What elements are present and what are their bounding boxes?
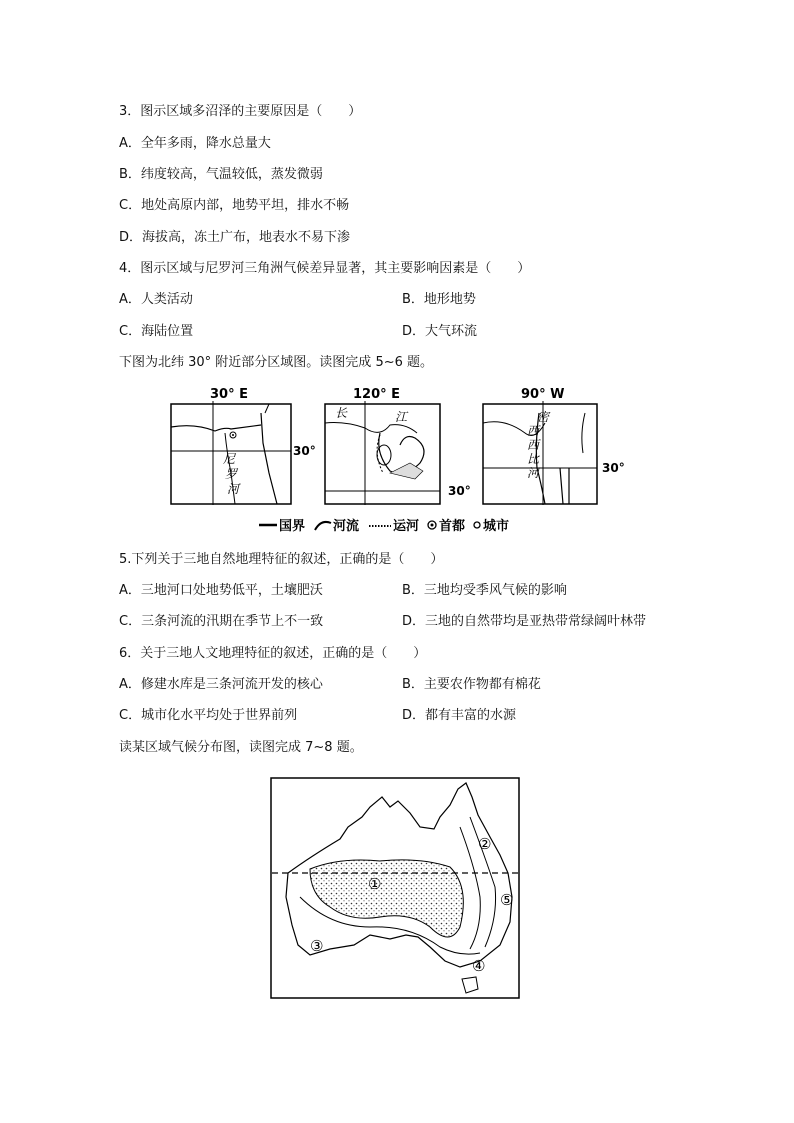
q5-option-d: D．三地的自然带均是亚热带常绿阔叶林带 <box>402 614 647 629</box>
region-4-label: ④ <box>472 957 486 975</box>
q3-option-d: D．海拔高，冻土广布，地表水不易下渗 <box>119 230 351 245</box>
mississippi-char-4: 比 <box>527 452 540 466</box>
q6-option-d: D．都有丰富的水源 <box>402 708 517 723</box>
q3-option-a: A．全年多雨，降水总量大 <box>119 136 271 151</box>
q3-option-c: C．地处高原内部，地势平坦，排水不畅 <box>119 198 350 213</box>
region-2-label: ② <box>478 835 492 853</box>
panel2-longitude: 120° E <box>353 387 401 402</box>
region-1-label: ① <box>368 875 382 893</box>
nile-char-3: 河 <box>227 482 240 496</box>
intro-7-8: 读某区域气候分布图，读图完成 7~8 题。 <box>119 740 363 755</box>
map-panel-mississippi <box>483 387 625 505</box>
region-5-label: ⑤ <box>500 891 514 909</box>
legend-canal: 运河 <box>393 519 420 534</box>
map-panel-yangtze <box>325 387 471 505</box>
mississippi-char-1: 密 <box>537 410 550 424</box>
q4-option-c: C．海陆位置 <box>119 324 194 339</box>
q3-stem: 3．图示区域多沼泽的主要原因是（ ） <box>119 104 362 119</box>
q5-option-b: B．三地均受季风气候的影响 <box>402 583 567 598</box>
q5-option-c: C．三条河流的汛期在季节上不一致 <box>119 614 324 629</box>
three-regions-map <box>165 383 645 538</box>
yangtze-char-2: 江 <box>395 410 408 424</box>
panel3-latitude: 30° <box>602 461 625 475</box>
q5-option-a: A．三地河口处地势低平，土壤肥沃 <box>119 583 323 598</box>
panel2-latitude: 30° <box>448 484 471 498</box>
q6-option-b: B．主要农作物都有棉花 <box>402 677 541 692</box>
mississippi-char-5: 河 <box>527 466 540 480</box>
intro-5-6: 下图为北纬 30° 附近部分区域图。读图完成 5~6 题。 <box>119 355 434 370</box>
q4-option-a: A．人类活动 <box>119 292 193 307</box>
mississippi-char-3: 西 <box>527 438 540 452</box>
q4-option-d: D．大气环流 <box>402 324 478 339</box>
panel1-latitude: 30° <box>293 444 316 458</box>
mississippi-char-2: 西 <box>527 424 540 438</box>
q6-option-c: C．城市化水平均处于世界前列 <box>119 708 298 723</box>
q4-option-b: B．地形地势 <box>402 292 476 307</box>
legend-city: 城市 <box>483 519 510 534</box>
australia-climate-map <box>270 777 522 1001</box>
legend-border: 国界 <box>279 519 306 534</box>
nile-char-2: 罗 <box>225 467 238 481</box>
q4-stem: 4．图示区域与尼罗河三角洲气候差异显著，其主要影响因素是（ ） <box>119 261 531 276</box>
q6-stem: 6．关于三地人文地理特征的叙述，正确的是（ ） <box>119 646 427 661</box>
legend-river: 河流 <box>333 519 360 534</box>
panel1-longitude: 30° E <box>210 387 248 402</box>
nile-char-1: 尼 <box>223 452 236 466</box>
map-panel-nile <box>171 387 316 505</box>
legend-capital: 首都 <box>439 519 466 534</box>
map-legend <box>259 518 509 534</box>
region-3-label: ③ <box>310 937 324 955</box>
yangtze-char-1: 长 <box>335 406 348 420</box>
q6-option-a: A．修建水库是三条河流开发的核心 <box>119 677 323 692</box>
q3-option-b: B．纬度较高，气温较低，蒸发微弱 <box>119 167 323 182</box>
q5-stem: 5.下列关于三地自然地理特征的叙述，正确的是（ ） <box>119 552 444 567</box>
panel3-longitude: 90° W <box>521 387 565 402</box>
